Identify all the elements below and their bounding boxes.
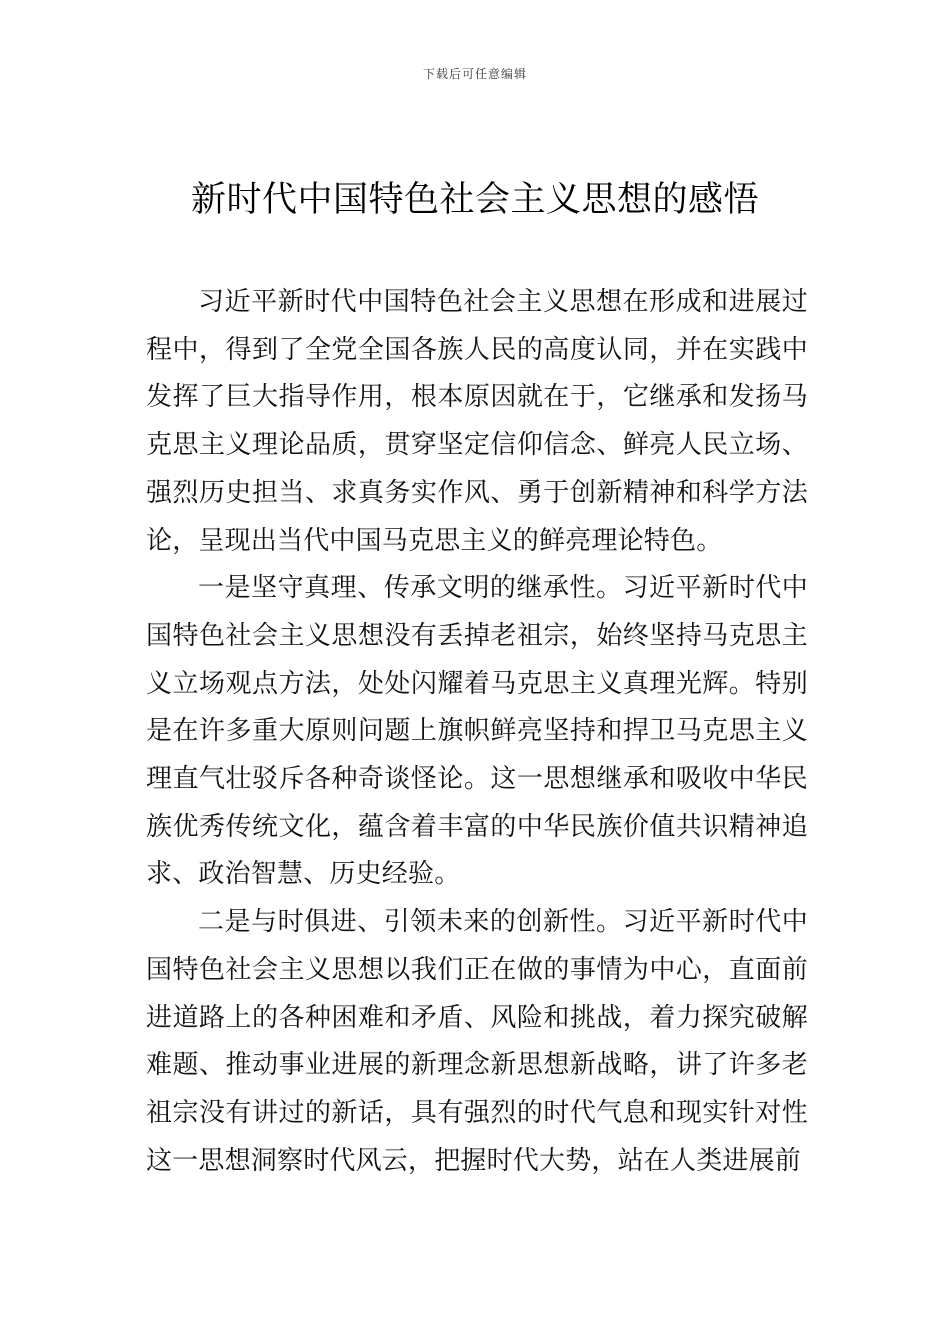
paragraph-point-two: 二是与时俱进、引领未来的创新性。习近平新时代中国特色社会主义思想以我们正在做的事情为中心，直面前进道路上的各种困难和矛盾、风险和挑战，着力探究破解难题、推动事业进展的新理念新思想新战略，讲了许多老祖宗没有讲过的新话，具有强烈的时代气息和现实针对性这一思想洞察时代风云，把握时代大势，站在人类进展前 [146,907,808,1176]
header-note: 下载后可任意编辑 [422,67,527,81]
paragraph-intro: 习近平新时代中国特色社会主义思想在形成和进展过程中，得到了全党全国各族人民的高度认同，并在实践中发挥了巨大指导作用，根本原因就在于，它继承和发扬马克思主义理论品质，贯穿坚定信仰信念、鲜亮人民立场、强烈历史担当、求真务实作风、勇于创新精神和科学方法论，呈现出当代中国马克思主义的鲜亮理论特色。 [146,287,808,556]
document-title: 新时代中国特色社会主义思想的感悟 [190,180,759,220]
paragraph-point-one: 一是坚守真理、传承文明的继承性。习近平新时代中国特色社会主义思想没有丢掉老祖宗，始终坚持马克思主义立场观点方法，处处闪耀着马克思主义真理光辉。特别是在许多重大原则问题上旗帜鲜亮坚持和捍卫马克思主义理直气壮驳斥各种奇谈怪论。这一思想继承和吸收中华民族优秀传统文化，蕴含着丰富的中华民族价值共识精神追求、政治智慧、历史经验。 [146,573,808,890]
document-body [146,279,808,1185]
